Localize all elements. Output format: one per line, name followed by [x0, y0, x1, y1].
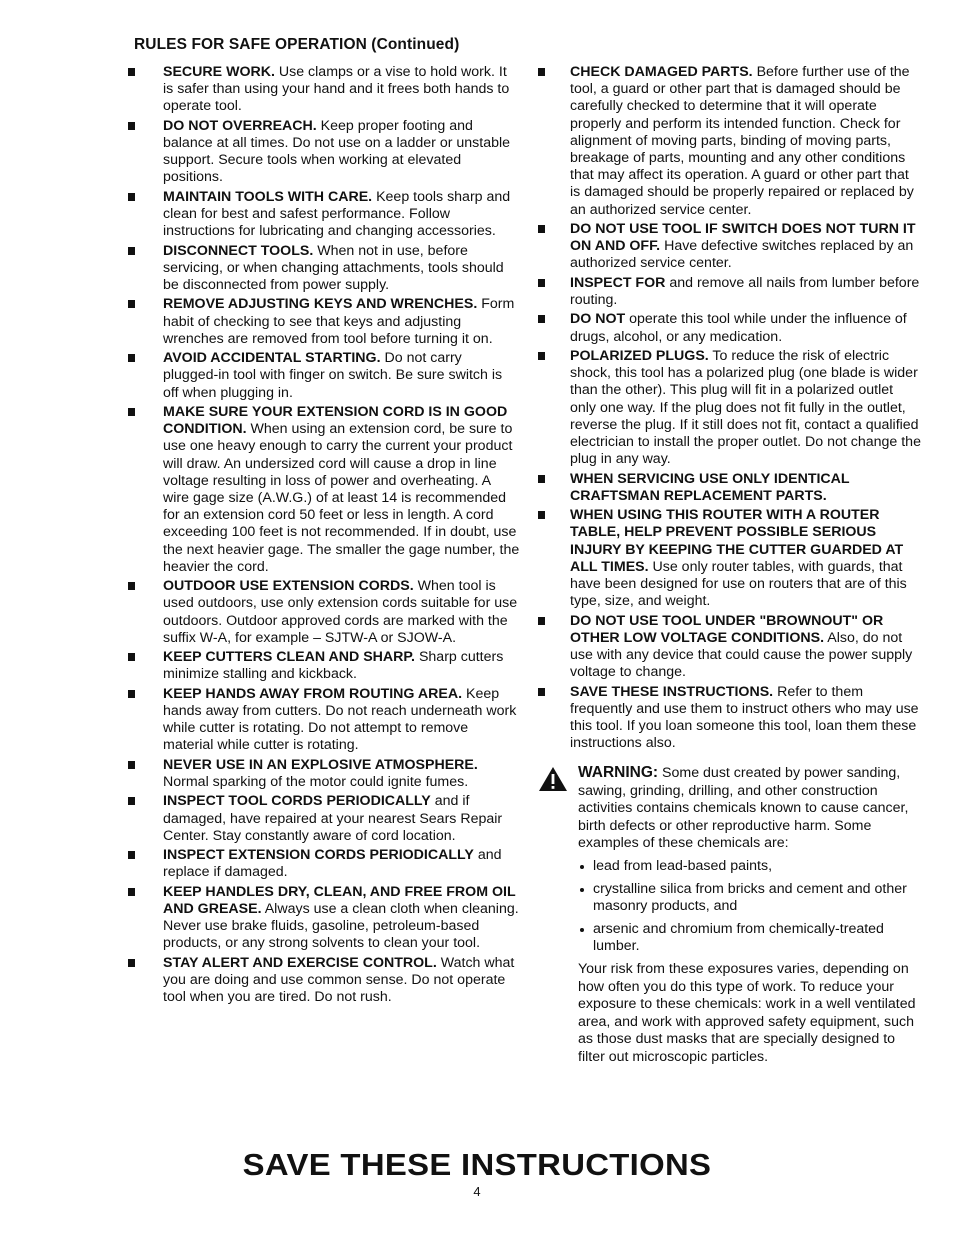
- rule-text: To reduce the risk of electric shock, this tool has a polarized plug (one blade is wider than the other). This plug will fit in a polarized outlet only one way. If the plug does not fit fully in the outlet, reverse the plug. If it still does not fit, contact a qualified electrician to install the proper outlet. Do not change the plug in any way.: [570, 348, 921, 468]
- rule-item: [128, 884, 520, 953]
- rule-item: [128, 296, 520, 348]
- rule-item: [538, 64, 923, 219]
- square-bullet-icon: [128, 761, 135, 769]
- rule-lead: SECURE WORK.: [163, 64, 275, 80]
- rule-lead: WHEN USING THIS ROUTER WITH A ROUTER TABLE, HELP PREVENT POSSIBLE SERIOUS INJURY BY KEEPING THE CUTTER GUARDED AT ALL TIMES.: [570, 507, 904, 575]
- square-bullet-icon: [128, 354, 135, 362]
- rule-text: operate this tool while under the influence of drugs, alcohol, or any medication.: [570, 311, 907, 345]
- risk-paragraph: Your risk from these exposures varies, depending on how often you do this type of work. To reduce your exposure to these chemicals: work in a well ventilated area, and work with approved safety equipment, such as those dust masks that are specially designed to filter out microscopic particles.: [578, 961, 916, 1065]
- square-bullet-icon: [128, 690, 135, 698]
- rule-item: [538, 311, 923, 345]
- square-bullet-icon: [538, 475, 545, 483]
- rule-text: Also, do not use with any device that could cause the power supply voltage to change.: [570, 629, 913, 681]
- rule-lead: AVOID ACCIDENTAL STARTING.: [163, 350, 381, 367]
- rule-item: [128, 757, 520, 791]
- left-column: [128, 64, 520, 1009]
- square-bullet-icon: [128, 582, 135, 590]
- square-bullet-icon: [538, 511, 545, 519]
- rule-item: [538, 221, 923, 273]
- rule-lead: STAY ALERT AND EXERCISE CONTROL.: [163, 954, 437, 971]
- rule-item: [128, 189, 520, 241]
- list-item: [578, 881, 923, 916]
- square-bullet-icon: [128, 653, 135, 661]
- list-item: [578, 921, 923, 956]
- footer-title: SAVE THESE INSTRUCTIONS: [242, 1147, 712, 1182]
- square-bullet-icon: [538, 617, 545, 625]
- square-bullet-icon: [128, 68, 135, 76]
- rule-item: [128, 243, 520, 295]
- rule-lead: KEEP HANDLES DRY, CLEAN, AND FREE FROM OIL AND GREASE.: [163, 883, 516, 917]
- square-bullet-icon: [538, 688, 545, 696]
- rule-item: [538, 348, 923, 468]
- rule-text: and if damaged, have repaired at your nearest Sears Repair Center. Stay constantly aware of cord location.: [163, 793, 503, 844]
- rule-lead: INSPECT EXTENSION CORDS PERIODICALLY: [163, 847, 474, 864]
- warning-intro: Some dust created by power sanding, sawing, grinding, drilling, and other construction activities contains chemicals known to cause cancer, birth defects or other reproductive harm. Some examples of these chemicals are:: [578, 765, 909, 852]
- rule-text: When tool is used outdoors, use only extension cords suitable for use outdoors. Outdoor approved cords are marked with the suffix W-A, for example – SJTW-A or SJOW-A.: [163, 578, 518, 646]
- rule-lead: CHECK DAMAGED PARTS.: [570, 64, 753, 80]
- rule-item: [128, 955, 520, 1007]
- rule-item: [128, 350, 520, 402]
- rule-lead: DO NOT USE TOOL UNDER "BROWNOUT" OR OTHER LOW VOLTAGE CONDITIONS.: [570, 612, 884, 646]
- rule-lead: REMOVE ADJUSTING KEYS AND WRENCHES.: [163, 296, 478, 313]
- rule-lead: DO NOT USE TOOL IF SWITCH DOES NOT TURN IT ON AND OFF.: [570, 221, 916, 255]
- square-bullet-icon: [538, 279, 545, 287]
- square-bullet-icon: [128, 851, 135, 859]
- rule-item: [538, 507, 923, 610]
- section-heading: RULES FOR SAFE OPERATION (Continued): [134, 36, 460, 53]
- square-bullet-icon: [538, 225, 545, 233]
- example-text: lead from lead-based paints,: [593, 858, 773, 875]
- example-text: crystalline silica from bricks and cement and other masonry products, and: [593, 880, 907, 915]
- square-bullet-icon: [538, 352, 545, 360]
- rule-item: [128, 578, 520, 647]
- rule-item: [538, 613, 923, 682]
- page-number: 4: [473, 1184, 481, 1199]
- rule-text: and remove all nails from lumber before routing.: [570, 274, 920, 309]
- rule-text: Use clamps or a vise to hold work. It is safer than using your hand and it frees both hands to operate tool.: [163, 64, 510, 115]
- rule-text: Form habit of checking to see that keys and adjusting wrenches are removed from tool before turning it on.: [163, 296, 515, 347]
- rule-item: [128, 847, 520, 881]
- list-item: [578, 858, 923, 875]
- square-bullet-icon: [538, 315, 545, 323]
- square-bullet-icon: [128, 959, 135, 967]
- rule-item: [128, 649, 520, 683]
- rule-item: [128, 404, 520, 576]
- rule-text: Refer to them frequently and use them to instruct others who may use this tool. If you loan someone this tool, loan them these instructions also.: [570, 683, 919, 752]
- rule-text: Normal sparking of the motor could ignite fumes.: [163, 774, 469, 790]
- rule-item: [128, 793, 520, 845]
- rule-text: When using an extension cord, be sure to use one heavy enough to carry the current your product will draw. An undersized cord will cause a drop in line voltage resulting in loss of power and overheating. A wire gage size (A.W.G.) of at least 14 is recommended for an extension cord 50 feet or less in length. A cord exceeding 100 feet is not recommended. If in doubt, use the next heavier gage. The smaller the gage number, the heavier the cord.: [163, 421, 520, 575]
- rule-lead: INSPECT TOOL CORDS PERIODICALLY: [163, 793, 431, 810]
- rule-item: [538, 275, 923, 309]
- square-bullet-icon: [128, 300, 135, 308]
- rule-lead: KEEP CUTTERS CLEAN AND SHARP.: [163, 649, 415, 666]
- rule-lead: SAVE THESE INSTRUCTIONS.: [570, 683, 774, 700]
- chemical-examples-list: [578, 858, 923, 955]
- warning-block: [538, 764, 923, 1066]
- warning-triangle-icon: [538, 766, 568, 792]
- rule-text: When not in use, before servicing, or when changing attachments, tools should be disconnected from power supply.: [163, 242, 504, 293]
- rule-lead: KEEP HANDS AWAY FROM ROUTING AREA.: [163, 685, 463, 702]
- rule-lead: DO NOT OVERREACH.: [163, 117, 317, 134]
- rule-text: Before further use of the tool, a guard or other part that is damaged should be carefully checked to determine that it will operate properly and perform its intended function. Check for alignment of moving parts, binding of moving parts, breakage of parts, mounting and any other conditions that may affect its operation. A guard or other part that is damaged should be properly repaired or replaced by an authorized service center.: [570, 64, 914, 218]
- rule-lead: POLARIZED PLUGS.: [570, 348, 709, 364]
- warning-title: WARNING:: [578, 764, 659, 782]
- rule-item: [538, 684, 923, 753]
- rule-text: Do not carry plugged-in tool with finger on switch. Be sure switch is off when plugging in.: [163, 350, 503, 401]
- rule-item: [128, 64, 520, 116]
- dot-bullet-icon: [580, 865, 584, 869]
- square-bullet-icon: [128, 247, 135, 255]
- square-bullet-icon: [128, 122, 135, 130]
- rule-item: [538, 471, 923, 505]
- rule-text: Keep tools sharp and clean for best and safest performance. Follow instructions for lubricating and changing accessories.: [163, 188, 511, 240]
- square-bullet-icon: [128, 408, 135, 416]
- example-text: arsenic and chromium from chemically-treated lumber.: [593, 920, 884, 955]
- square-bullet-icon: [128, 193, 135, 201]
- rule-text: Sharp cutters minimize stalling and kickback.: [163, 649, 504, 683]
- square-bullet-icon: [128, 797, 135, 805]
- rule-text: Keep proper footing and balance at all times. Do not use on a ladder or unstable support. Secure tools when working at elevated positions.: [163, 117, 511, 186]
- dot-bullet-icon: [580, 928, 584, 932]
- rule-lead: INSPECT FOR: [570, 274, 666, 291]
- warning-intro-paragraph: [578, 764, 923, 852]
- rule-text: Keep hands away from cutters. Do not reach underneath work while cutter is rotating. Do not attempt to remove material while cutter is rotating.: [163, 685, 517, 754]
- rule-text: Always use a clean cloth when cleaning. Never use brake fluids, gasoline, petroleum-based products, or any strong solvents to clean your tool.: [163, 900, 519, 952]
- square-bullet-icon: [128, 888, 135, 896]
- rule-item: [128, 686, 520, 755]
- rule-text: Have defective switches replaced by an authorized service center.: [570, 238, 914, 272]
- rule-text: Use only router tables, with guards, that have been designed for use on routers that are of this type, size, and weight.: [570, 558, 907, 610]
- rule-lead: OUTDOOR USE EXTENSION CORDS.: [163, 578, 414, 595]
- rule-lead: MAINTAIN TOOLS WITH CARE.: [163, 188, 373, 205]
- rule-text: Watch what you are doing and use common sense. Do not operate tool when you are tired. Do not rush.: [163, 954, 515, 1006]
- rule-lead: DISCONNECT TOOLS.: [163, 242, 314, 259]
- rule-lead: NEVER USE IN AN EXPLOSIVE ATMOSPHERE.: [163, 756, 478, 773]
- square-bullet-icon: [538, 68, 545, 76]
- right-column: [538, 64, 923, 1066]
- rule-lead: MAKE SURE YOUR EXTENSION CORD IS IN GOOD CONDITION.: [163, 403, 508, 438]
- rule-lead: DO NOT: [570, 311, 626, 328]
- rule-text: and replace if damaged.: [163, 847, 502, 881]
- dot-bullet-icon: [580, 888, 584, 892]
- rule-item: [128, 118, 520, 187]
- rule-lead: WHEN SERVICING USE ONLY IDENTICAL CRAFTSMAN REPLACEMENT PARTS.: [570, 470, 850, 504]
